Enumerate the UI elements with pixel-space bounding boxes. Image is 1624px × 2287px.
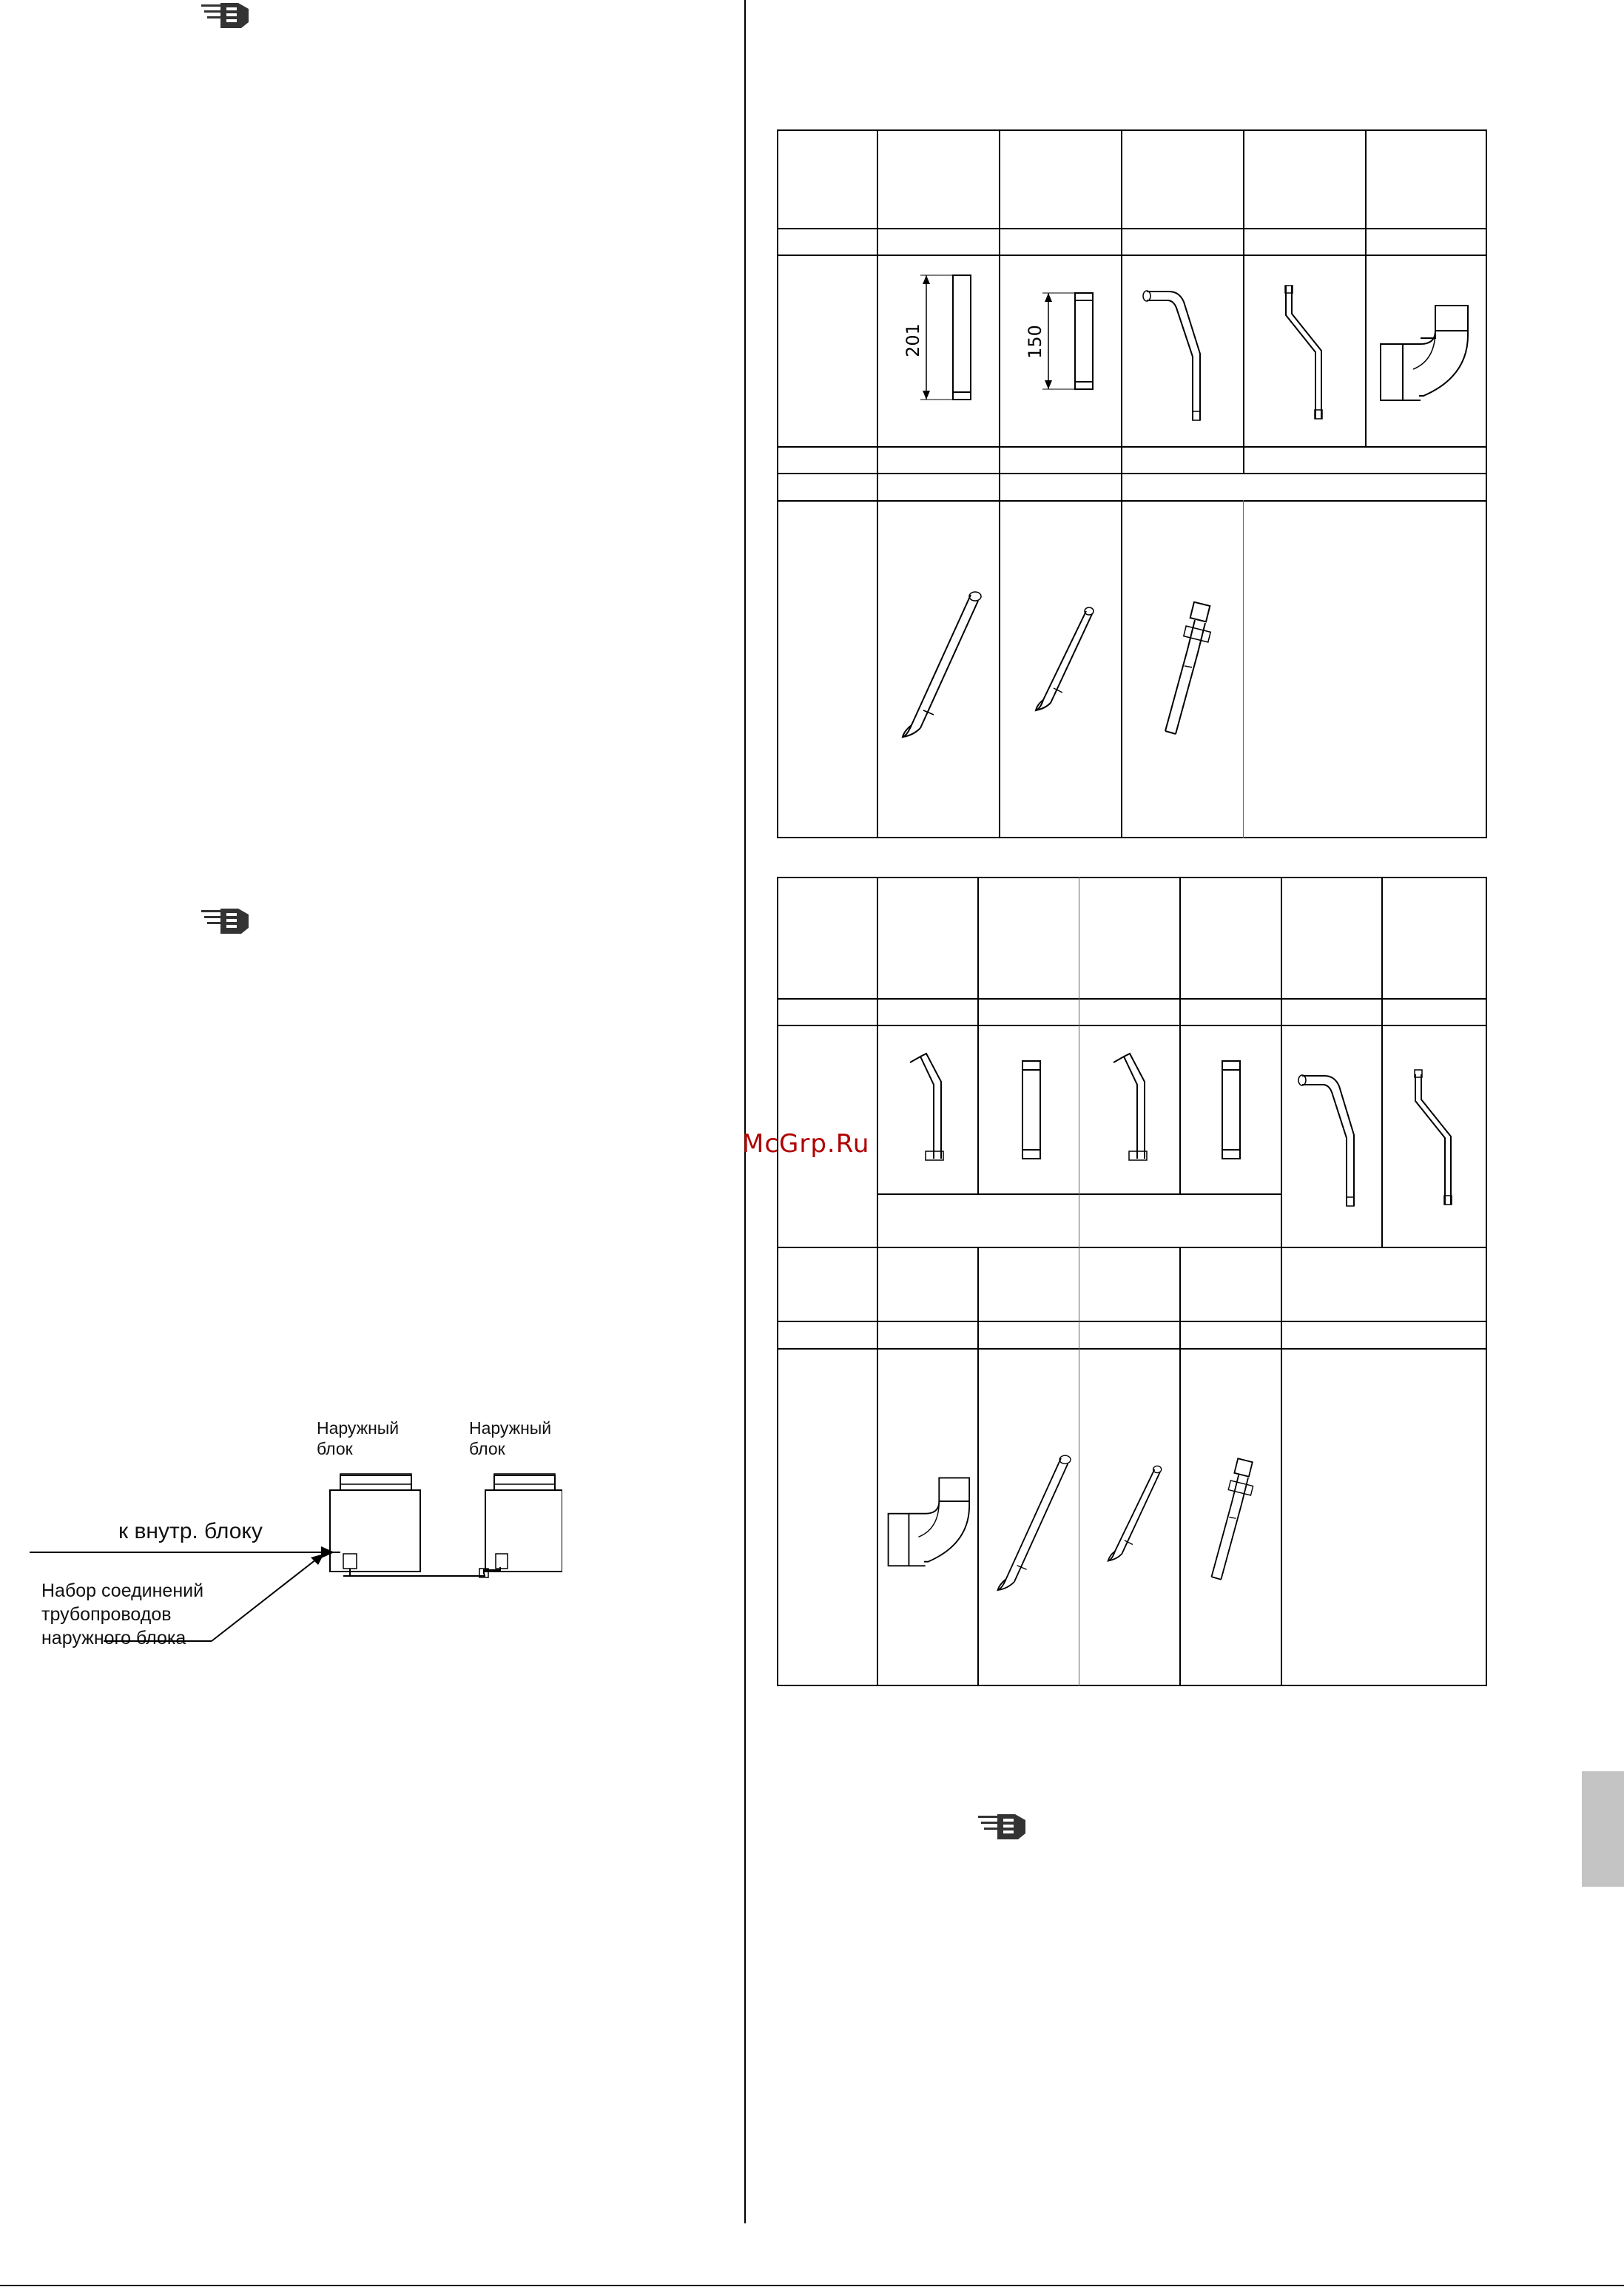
- insulation-sleeve-short-drawing: [1014, 599, 1110, 718]
- straight-pipe-drawing: [1014, 1058, 1051, 1162]
- pointing-hand-note-icon: [978, 1811, 1030, 1841]
- kit-label-line-1: Набор соединений: [41, 1580, 204, 1601]
- table2-col-line: [977, 877, 979, 1193]
- s-bent-pipe-drawing: [1265, 281, 1339, 429]
- table1-row-line: [777, 446, 1487, 448]
- angled-pipe-drawing: [1106, 1051, 1165, 1169]
- table2-row-line: [777, 1348, 1487, 1350]
- table2-col-line: [977, 1247, 979, 1686]
- outdoor-unit-label-left: Наружный блок: [317, 1418, 400, 1458]
- elbow-fitting-drawing: [1376, 300, 1480, 403]
- table1-col-line: [1365, 129, 1367, 446]
- dimension-201: 201: [903, 323, 923, 357]
- table2-col-line: [1179, 1247, 1181, 1686]
- insulation-sleeve-short-drawing: [1088, 1454, 1176, 1572]
- table1-row-line: [777, 473, 1487, 474]
- bent-pipe-drawing: [1139, 281, 1228, 429]
- s-bent-pipe-drawing: [1395, 1065, 1469, 1213]
- straight-pipe-drawing: [1213, 1058, 1250, 1162]
- watermark: McGrp.Ru: [742, 1129, 870, 1159]
- table1-col-line: [999, 129, 1000, 838]
- pointing-hand-note-icon: [201, 0, 253, 30]
- table2-col-line: [1381, 877, 1383, 1247]
- cable-tie-drawing: [1191, 1454, 1273, 1587]
- kit-label-line-2: трубопроводов: [41, 1604, 172, 1625]
- elbow-fitting-drawing: [884, 1472, 980, 1569]
- insulation-sleeve-long-drawing: [984, 1443, 1080, 1606]
- pipe-150-drawing: [1010, 281, 1113, 400]
- section-tab-marker: [1582, 1771, 1624, 1887]
- pipe-201-drawing: [888, 266, 991, 414]
- outdoor-units-drawing: [30, 1458, 562, 1665]
- column-divider: [744, 0, 746, 2223]
- table2-row-line: [777, 1025, 1487, 1026]
- pointing-hand-note-icon: [201, 906, 253, 935]
- table2-col-line: [1179, 877, 1181, 1193]
- outdoor-unit-right-shape: [485, 1474, 562, 1572]
- angled-pipe-drawing: [903, 1051, 962, 1169]
- table2-row-line: [777, 998, 1487, 1000]
- bent-pipe-drawing: [1295, 1065, 1376, 1213]
- accessory-table-1: [777, 129, 1487, 838]
- kit-label-line-3: наружного блока: [41, 1628, 186, 1648]
- table2-col-line: [877, 877, 878, 1686]
- table2-row-line: [777, 1321, 1487, 1322]
- insulation-sleeve-long-drawing: [888, 585, 991, 747]
- to-indoor-label: к внутр. блоку: [118, 1519, 263, 1543]
- outdoor-unit-label-right: Наружный блок: [469, 1418, 552, 1458]
- dimension-150: 150: [1025, 325, 1045, 359]
- footer-rule: [0, 2285, 1624, 2286]
- table1-row-line: [777, 255, 1487, 256]
- table1-col-line: [1121, 129, 1122, 838]
- table1-col-line: [1243, 129, 1244, 473]
- table1-col-line: [877, 129, 878, 838]
- table1-col-thin-line: [1243, 500, 1244, 838]
- cable-tie-drawing: [1143, 599, 1232, 740]
- table2-row-line: [777, 1247, 1487, 1248]
- table1-row-line: [777, 228, 1487, 229]
- table2-col-line: [1281, 877, 1282, 1686]
- outdoor-unit-left-shape: [330, 1474, 420, 1572]
- table1-row-line: [777, 500, 1487, 502]
